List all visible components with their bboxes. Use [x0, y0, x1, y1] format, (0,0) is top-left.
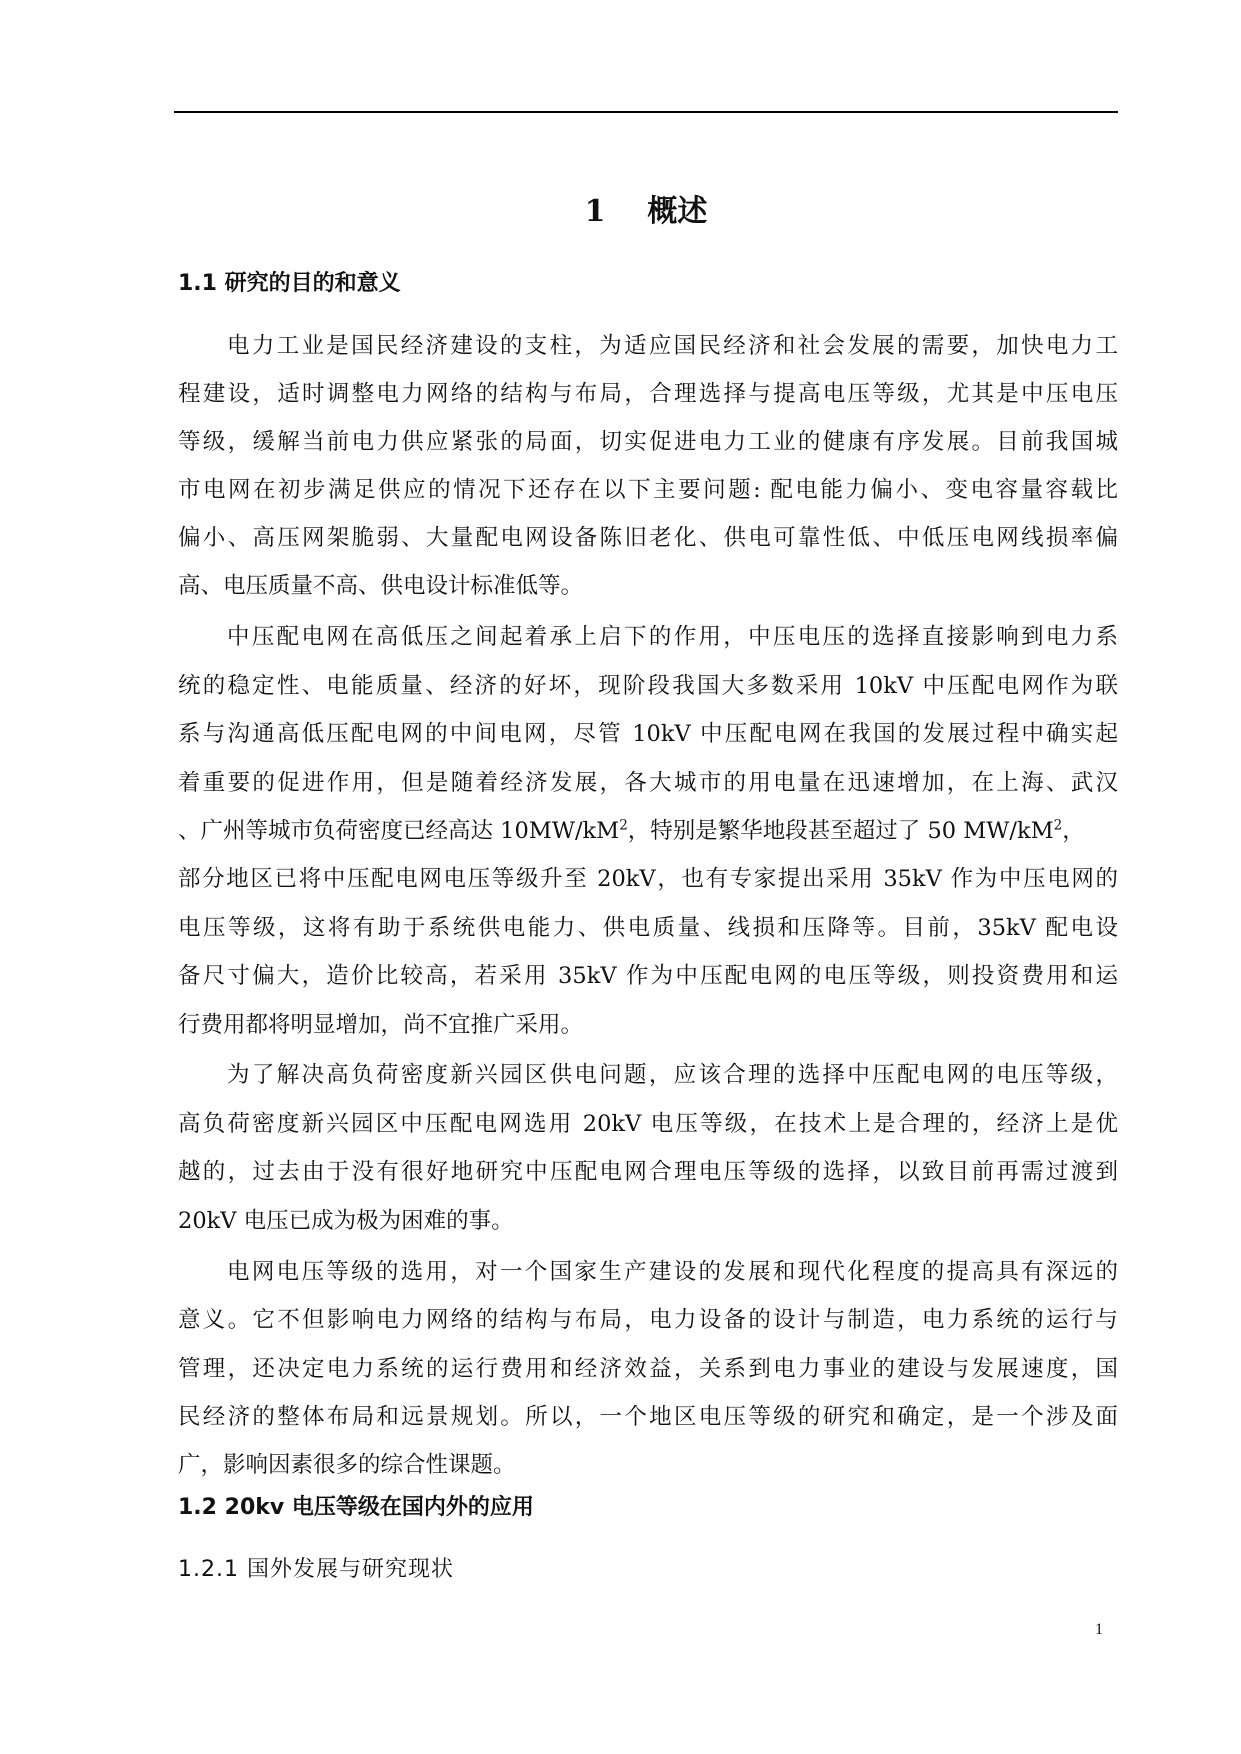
paragraph-line: 意义。它不但影响电力网络的结构与布局，电力设备的设计与制造，电力系统的运行与	[178, 1307, 1118, 1333]
paragraph-line: 电网电压等级的选用，对一个国家生产建设的发展和现代化程度的提高具有深远的	[227, 1259, 1118, 1285]
paragraph-line: 广，影响因素很多的综合性课题。	[178, 1452, 516, 1478]
paragraph-line: 民经济的整体布局和远景规划。所以，一个地区电压等级的研究和确定，是一个涉及面	[178, 1404, 1118, 1430]
line-segment: 、广州等城市负荷密度已经高达 10MW/kM	[178, 818, 620, 844]
chapter-title-text: 概述	[647, 194, 708, 229]
line-segment: ，	[1062, 818, 1085, 844]
paragraph-line: 电压等级，这将有助于系统供电能力、供电质量、线损和压降等。目前，35kV 配电设	[178, 915, 1118, 941]
superscript: 2	[1053, 817, 1063, 834]
paragraph-line: 程建设，适时调整电力网络的结构与布局，合理选择与提高电压等级，尤其是中压电压	[178, 381, 1118, 407]
subsection-heading-1-2-1: 1.2.1 国外发展与研究现状	[178, 1557, 454, 1582]
paragraph-line: 统的稳定性、电能质量、经济的好坏，现阶段我国大多数采用 10kV 中压配电网作为联	[178, 673, 1118, 699]
paragraph-line: 等级，缓解当前电力供应紧张的局面，切实促进电力工业的健康有序发展。目前我国城	[178, 429, 1118, 455]
paragraph-line: 电力工业是国民经济建设的支柱，为适应国民经济和社会发展的需要，加快电力工	[227, 333, 1118, 359]
paragraph-line: 部分地区已将中压配电网电压等级升至 20kV，也有专家提出采用 35kV 作为中压电网的	[178, 866, 1118, 892]
paragraph-line: 20kV 电压已成为极为困难的事。	[178, 1208, 514, 1234]
page-number: 1	[1095, 1621, 1103, 1638]
paragraph-line: 高、电压质量不高、供电设计标准低等。	[178, 573, 584, 599]
paragraph-line: 为了解决高负荷密度新兴园区供电问题，应该合理的选择中压配电网的电压等级，	[227, 1062, 1118, 1088]
paragraph-line: 市电网在初步满足供应的情况下还存在以下主要问题: 配电能力偏小、变电容量容载比	[178, 477, 1118, 503]
line-segment: ，特别是繁华地段甚至超过了 50 MW/kM	[627, 818, 1054, 844]
section-heading-1-1: 1.1 研究的目的和意义	[178, 271, 401, 296]
paragraph-line: 着重要的促进作用，但是随着经济发展，各大城市的用电量在迅速增加，在上海、武汉	[178, 770, 1118, 796]
chapter-title	[174, 190, 1118, 234]
superscript: 2	[619, 817, 628, 834]
paragraph-line: 行费用都将明显增加，尚不宜推广采用。	[178, 1012, 584, 1038]
paragraph-line: 高负荷密度新兴园区中压配电网选用 20kV 电压等级，在技术上是合理的，经济上是优	[178, 1111, 1118, 1137]
paragraph-line-with-superscripts	[178, 815, 1118, 847]
paragraph-line: 越的，过去由于没有很好地研究中压配电网合理电压等级的选择，以致目前再需过渡到	[178, 1159, 1118, 1185]
paragraph-line: 备尺寸偏大，造价比较高，若采用 35kV 作为中压配电网的电压等级，则投资费用和运	[178, 963, 1118, 989]
header-rule	[174, 111, 1118, 113]
chapter-number: 1	[584, 194, 606, 229]
paragraph-line: 管理，还决定电力系统的运行费用和经济效益，关系到电力事业的建设与发展速度，国	[178, 1356, 1118, 1382]
paragraph-line: 系与沟通高低压配电网的中间电网，尽管 10kV 中压配电网在我国的发展过程中确实起	[178, 721, 1118, 747]
paragraph-line: 偏小、高压网架脆弱、大量配电网设备陈旧老化、供电可靠性低、中低压电网线损率偏	[178, 525, 1118, 551]
section-heading-1-2: 1.2 20kv 电压等级在国内外的应用	[178, 1495, 534, 1520]
paragraph-line: 中压配电网在高低压之间起着承上启下的作用，中压电压的选择直接影响到电力系	[227, 624, 1118, 650]
